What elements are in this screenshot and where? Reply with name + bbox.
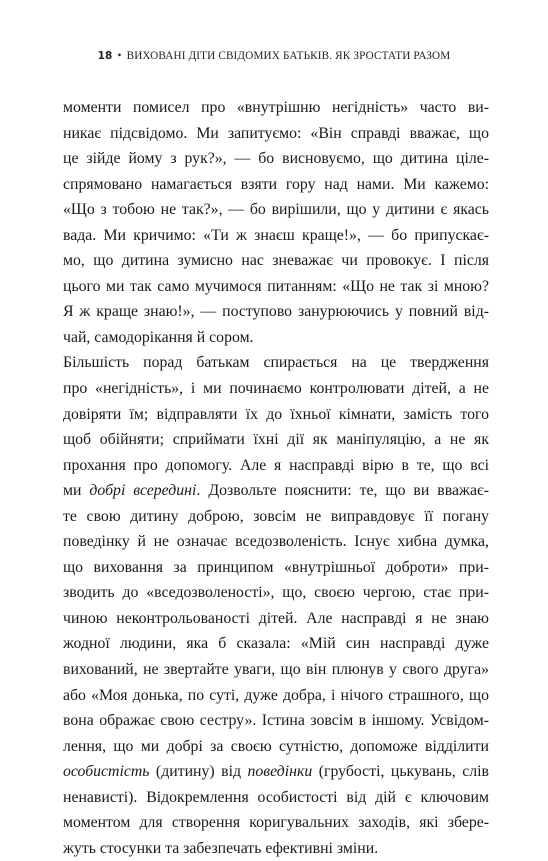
text-line <box>63 836 489 861</box>
text-line <box>63 121 489 147</box>
text-line <box>63 631 489 657</box>
text-segment: поведінку й не означає вседозволеність. Існує хибна думка, <box>63 533 489 551</box>
paragraph <box>63 95 489 350</box>
text-line <box>63 708 489 734</box>
text-segment: вона ображає свою сестру». Істина зовсім в іншому. Усвідом- <box>63 712 489 730</box>
text-segment: Я ж краще знаю!», — поступово занурюючись у повний від- <box>63 303 489 321</box>
text-line <box>63 555 489 581</box>
text-line <box>63 248 489 274</box>
text-segment: цього ми так само мучимося питанням: «Що не так зі мною? <box>63 277 489 295</box>
text-segment: моментом для створення коригувальних заходів, які збере- <box>63 814 489 832</box>
text-segment: «Що з тобою не так?», — бо вирішили, що у дитини є якась <box>63 201 489 219</box>
italic-text: поведінки <box>247 763 313 781</box>
text-segment: вада. Ми кричимо: «Ти ж знаєш краще!», — бо припускає- <box>63 226 489 244</box>
text-line <box>63 478 489 504</box>
text-line <box>63 274 489 300</box>
text-segment: чай, самодорікання й сором. <box>63 328 254 346</box>
text-segment: ми <box>63 482 90 500</box>
text-line <box>63 223 489 249</box>
text-segment: ненависті). Відокремлення особистості від дій є ключовим <box>63 788 489 806</box>
text-segment: (дитину) від <box>149 763 248 781</box>
text-segment: (грубості, цькувань, слів <box>312 763 489 781</box>
italic-text: добрі всередині <box>89 482 197 500</box>
text-segment: про «негідність», і ми починаємо контролювати дітей, а не <box>63 380 489 398</box>
text-line <box>63 146 489 172</box>
book-title: ВИХОВАНІ ДІТИ СВІДОМИХ БАТЬКІВ. ЯК ЗРОСТАТИ РАЗОМ <box>126 50 451 62</box>
italic-text: особистість <box>63 763 150 781</box>
text-segment: щоб обійняти; сприймати їхні дії як маніпуляцію, а не як <box>63 431 489 449</box>
text-segment: це зійде йому з рук?», — бо висновуємо, що дитина ціле- <box>63 150 489 168</box>
text-line <box>63 376 489 402</box>
text-line <box>63 580 489 606</box>
text-segment: жодної людини, яка б сказала: «Мій син насправді дуже <box>63 635 489 653</box>
text-line <box>63 529 489 555</box>
header-bullet: • <box>117 50 122 62</box>
text-segment: лення, що ми добрі за своєю сутністю, допоможе відділити <box>63 737 489 755</box>
text-segment: або «Моя донька, по суті, дуже добра, і нічого страшного, що <box>63 686 489 704</box>
text-line <box>63 325 489 351</box>
text-segment: довіряти їм; відправляти їх до їхньої кімнати, замість того <box>63 405 489 423</box>
text-line <box>63 95 489 121</box>
text-line <box>63 683 489 709</box>
text-line <box>63 657 489 683</box>
text-line <box>63 785 489 811</box>
text-segment: зводить до «вседозволеності», що, своєю чергою, стає при- <box>63 584 489 602</box>
text-segment: мо, що дитина зумисно нас зневажає чи провокує. І після <box>63 252 489 270</box>
text-line <box>63 504 489 530</box>
text-line <box>63 350 489 376</box>
text-segment: моменти помисел про «внутрішню негідність» часто ви- <box>63 99 489 116</box>
text-line <box>63 810 489 836</box>
text-segment: никає підсвідомо. Ми запитуємо: «Він справді вважає, що <box>63 124 489 142</box>
paragraph <box>63 350 489 861</box>
text-segment: жуть стосунки та забезпечать ефективні зміни. <box>63 839 379 857</box>
page-body <box>63 95 489 861</box>
text-line <box>63 402 489 428</box>
text-line <box>63 197 489 223</box>
text-line <box>63 759 489 785</box>
text-segment: прохання про допомогу. Але я насправді вірю в те, що всі <box>63 456 489 474</box>
text-line <box>63 453 489 479</box>
text-line <box>63 606 489 632</box>
text-line <box>63 172 489 198</box>
page-number: 18 <box>97 50 113 62</box>
running-head <box>0 50 548 62</box>
text-line <box>63 427 489 453</box>
text-segment: . Дозвольте пояснити: те, що ви вважає- <box>196 482 489 500</box>
text-line <box>63 299 489 325</box>
text-line <box>63 734 489 760</box>
text-segment: чиною неконтрольованості дітей. Але насправді я не знаю <box>63 609 489 627</box>
text-segment: спрямовано намагається взяти гору над нами. Ми кажемо: <box>63 175 489 193</box>
text-segment: вихований, не звертайте уваги, що він плюнув у свого друга» <box>63 661 489 679</box>
text-segment: що виховання за принципом «внутрішньої доброти» при- <box>63 558 489 576</box>
text-segment: те свою дитину доброю, зовсім не виправдовує її погану <box>63 507 489 525</box>
text-segment: Більшість порад батькам спирається на це твердження <box>63 354 489 372</box>
